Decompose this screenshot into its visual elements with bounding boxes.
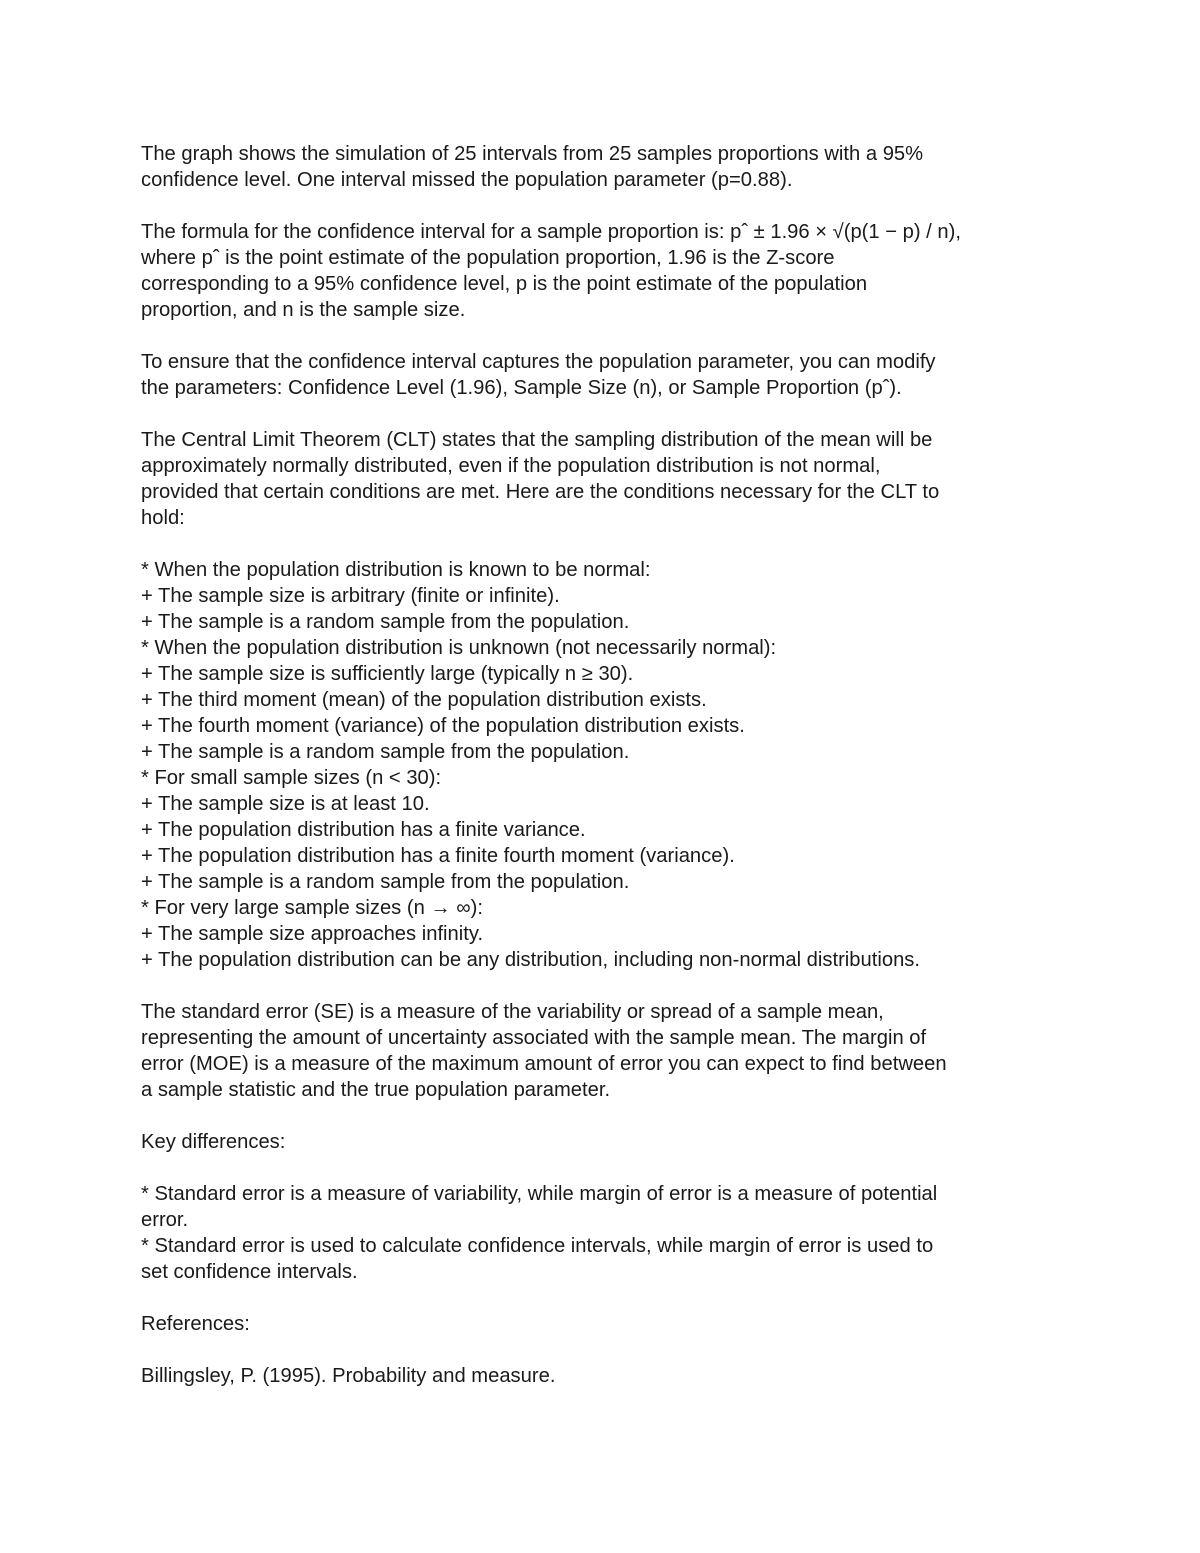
list-item: + The sample size is at least 10.: [141, 793, 430, 815]
formula-paragraph: [141, 219, 1061, 323]
list-item: * When the population distribution is unknown (not necessarily normal):: [141, 637, 777, 659]
reference-entry: [141, 1363, 1061, 1389]
list-item: * Standard error is a measure of variability, while margin of error is a measure of potential: [141, 1183, 938, 1205]
text-line: The standard error (SE) is a measure of the variability or spread of a sample mean,: [141, 1001, 884, 1023]
text-line: corresponding to a 95% confidence level, p is the point estimate of the population: [141, 273, 868, 295]
text-line: the parameters: Confidence Level (1.96), Sample Size (n), or Sample Proportion (pˆ).: [141, 377, 902, 399]
text-line: proportion, and n is the sample size.: [141, 299, 466, 321]
se-moe-paragraph: [141, 999, 1061, 1103]
text-line: Key differences:: [141, 1131, 286, 1153]
text-line: provided that certain conditions are met. Here are the conditions necessary for the CLT to: [141, 481, 940, 503]
text-line: Billingsley, P. (1995). Probability and measure.: [141, 1365, 556, 1387]
list-item: + The population distribution has a finite fourth moment (variance).: [141, 845, 735, 867]
text-line: The Central Limit Theorem (CLT) states that the sampling distribution of the mean will be: [141, 429, 933, 451]
text-line: a sample statistic and the true population parameter.: [141, 1079, 611, 1101]
text-line: where pˆ is the point estimate of the population proportion, 1.96 is the Z-score: [141, 247, 835, 269]
text-line: representing the amount of uncertainty associated with the sample mean. The margin of: [141, 1027, 927, 1049]
text-line: To ensure that the confidence interval captures the population parameter, you can modify: [141, 351, 936, 373]
list-item: set confidence intervals.: [141, 1261, 358, 1283]
list-item: * Standard error is used to calculate confidence intervals, while margin of error is used to: [141, 1235, 934, 1257]
references-heading: [141, 1311, 1061, 1337]
clt-conditions-list: [141, 557, 1061, 973]
clt-paragraph: [141, 427, 1061, 531]
list-item: + The sample size approaches infinity.: [141, 923, 484, 945]
text-line: References:: [141, 1313, 250, 1335]
list-item: + The sample is a random sample from the population.: [141, 871, 630, 893]
key-differences-heading: [141, 1129, 1061, 1155]
list-item: + The sample is a random sample from the population.: [141, 741, 630, 763]
list-item: + The third moment (mean) of the population distribution exists.: [141, 689, 707, 711]
list-item: * For very large sample sizes (n → ∞):: [141, 897, 483, 919]
document-page: [141, 141, 1061, 1415]
list-item: + The population distribution has a finite variance.: [141, 819, 586, 841]
text-line: hold:: [141, 507, 185, 529]
list-item: + The sample size is sufficiently large (typically n ≥ 30).: [141, 663, 634, 685]
text-line: The formula for the confidence interval for a sample proportion is: pˆ ± 1.96 × √(p(1 − p) / n),: [141, 221, 961, 243]
list-item: error.: [141, 1209, 189, 1231]
list-item: + The fourth moment (variance) of the population distribution exists.: [141, 715, 745, 737]
intro-paragraph: [141, 141, 1061, 193]
key-differences-list: [141, 1181, 1061, 1285]
text-line: confidence level. One interval missed the population parameter (p=0.88).: [141, 169, 793, 191]
list-item: * For small sample sizes (n < 30):: [141, 767, 442, 789]
modify-parameters-paragraph: [141, 349, 1061, 401]
list-item: + The sample size is arbitrary (finite or infinite).: [141, 585, 560, 607]
list-item: + The sample is a random sample from the population.: [141, 611, 630, 633]
text-line: The graph shows the simulation of 25 intervals from 25 samples proportions with a 95%: [141, 143, 924, 165]
list-item: + The population distribution can be any distribution, including non-normal distributions.: [141, 949, 921, 971]
text-line: approximately normally distributed, even if the population distribution is not normal,: [141, 455, 881, 477]
text-line: error (MOE) is a measure of the maximum amount of error you can expect to find between: [141, 1053, 947, 1075]
list-item: * When the population distribution is known to be normal:: [141, 559, 651, 581]
